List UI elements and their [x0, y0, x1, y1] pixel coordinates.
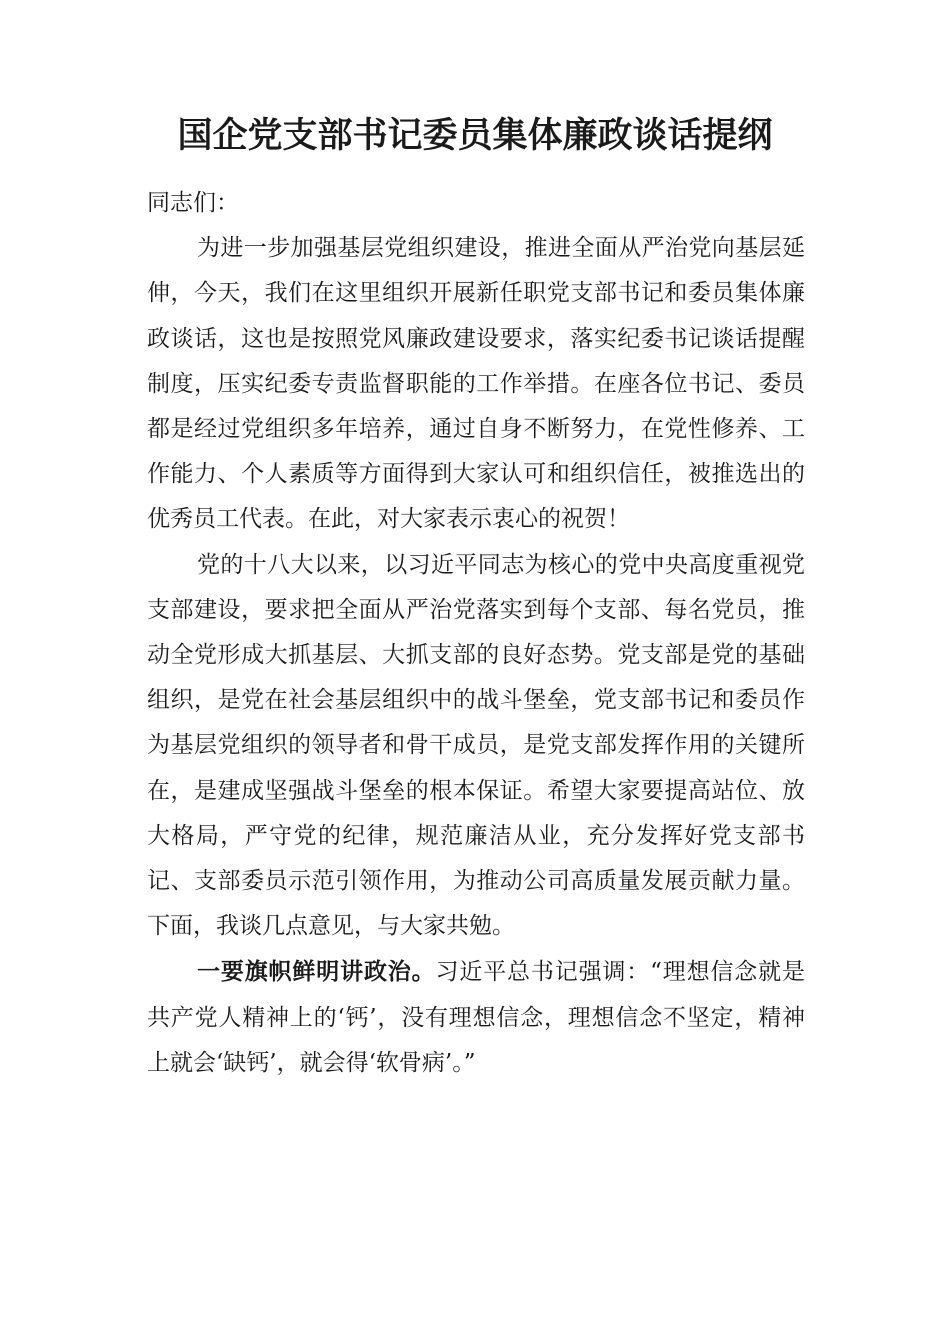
- paragraph-intro: 为进一步加强基层党组织建设，推进全面从严治党向基层延伸，今天，我们在这里组织开展新任职党支部书记和委员集体廉政谈话，这也是按照党风廉政建设要求，落实纪委书记谈话提醒制度，压实纪委专责监督职能的工作举措。在座各位书记、委员都是经过党组织多年培养，通过自身不断努力，在党性修养、工作能力、个人素质等方面得到大家认可和组织信任，被推选出的优秀员工代表。在此，对大家表示衷心的祝贺！: [147, 235, 805, 533]
- salutation: 同志们：: [147, 190, 239, 216]
- document-body: [147, 181, 805, 1086]
- page-title: 国企党支部书记委员集体廉政谈话提纲: [177, 115, 773, 156]
- paragraph-background: 党的十八大以来，以习近平同志为核心的党中央高度重视党支部建设，要求把全面从严治党落实到每个支部、每名党员，推动全党形成大抓基层、大抓支部的良好态势。党支部是党的基础组织，是党在社会基层组织中的战斗堡垒，党支部书记和委员作为基层党组织的领导者和骨干成员，是党支部发挥作用的关键所在，是建成坚强战斗堡垒的根本保证。希望大家要提高站位、放大格局，严守党的纪律，规范廉洁从业，充分发挥好党支部书记、支部委员示范引领作用，为推动公司高质量发展贡献力量。下面，我谈几点意见，与大家共勉。: [147, 551, 805, 940]
- section-1-text: 习近平总书记强调：“理想信念就是共产党人精神上的‘钙’，没有理想信念，理想信念不坚定，精神上就会‘缺钙’，就会得‘软骨病’。”: [147, 959, 805, 1076]
- section-1-heading: 一要旗帜鲜明讲政治。: [197, 958, 436, 986]
- paragraph-section-1: [147, 949, 805, 1086]
